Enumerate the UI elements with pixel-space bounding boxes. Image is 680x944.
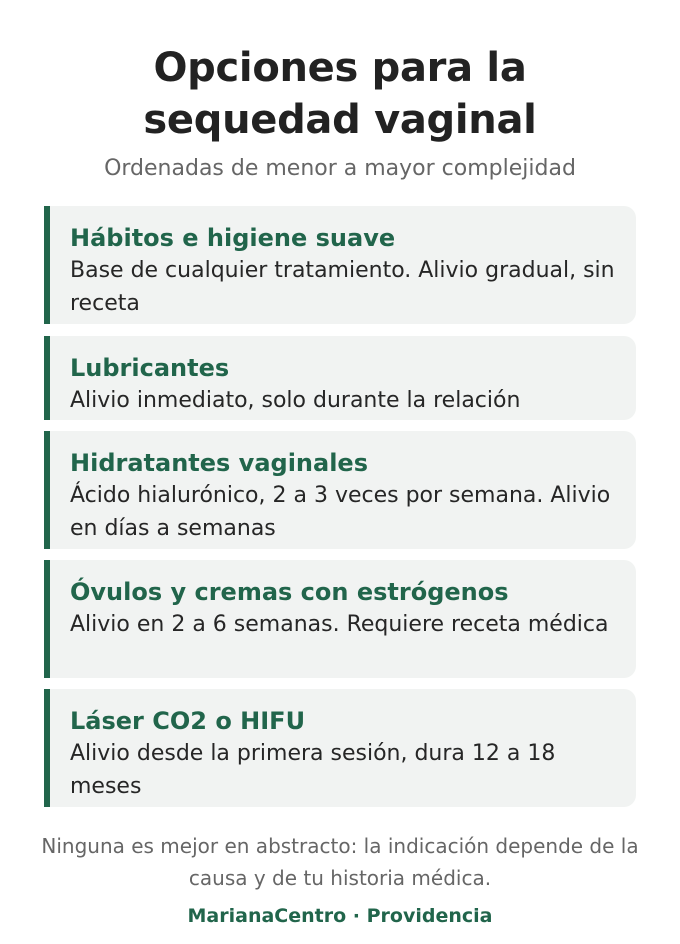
option-title: Láser CO2 o HIFU — [70, 707, 306, 735]
option-card-estrogens — [44, 560, 636, 678]
option-card-lubricants — [44, 336, 636, 420]
option-description: Ácido hialurónico, 2 a 3 veces por semana. Alivio en días a semanas — [70, 483, 611, 541]
option-card-laser — [44, 689, 636, 807]
footnote: Ninguna es mejor en abstracto: la indicación depende de la causa y de tu historia médica. — [41, 834, 639, 890]
option-title: Hábitos e higiene suave — [70, 224, 396, 252]
option-title: Hidratantes vaginales — [70, 449, 368, 477]
option-description: Alivio inmediato, solo durante la relación — [70, 388, 521, 413]
option-description: Alivio en 2 a 6 semanas. Requiere receta médica — [70, 612, 609, 637]
option-title: Óvulos y cremas con estrógenos — [70, 578, 509, 606]
option-card-moisturizers — [44, 431, 636, 549]
option-title: Lubricantes — [70, 354, 230, 382]
page-title: Opciones para la sequedad vaginal — [143, 45, 537, 143]
option-description: Alivio desde la primera sesión, dura 12 a 18 meses — [70, 741, 556, 799]
brand-signature: MarianaCentro · Providencia — [187, 905, 493, 927]
option-card-habits — [44, 206, 636, 324]
option-description: Base de cualquier tratamiento. Alivio gradual, sin receta — [70, 258, 615, 316]
page-subtitle: Ordenadas de menor a mayor complejidad — [104, 156, 576, 181]
